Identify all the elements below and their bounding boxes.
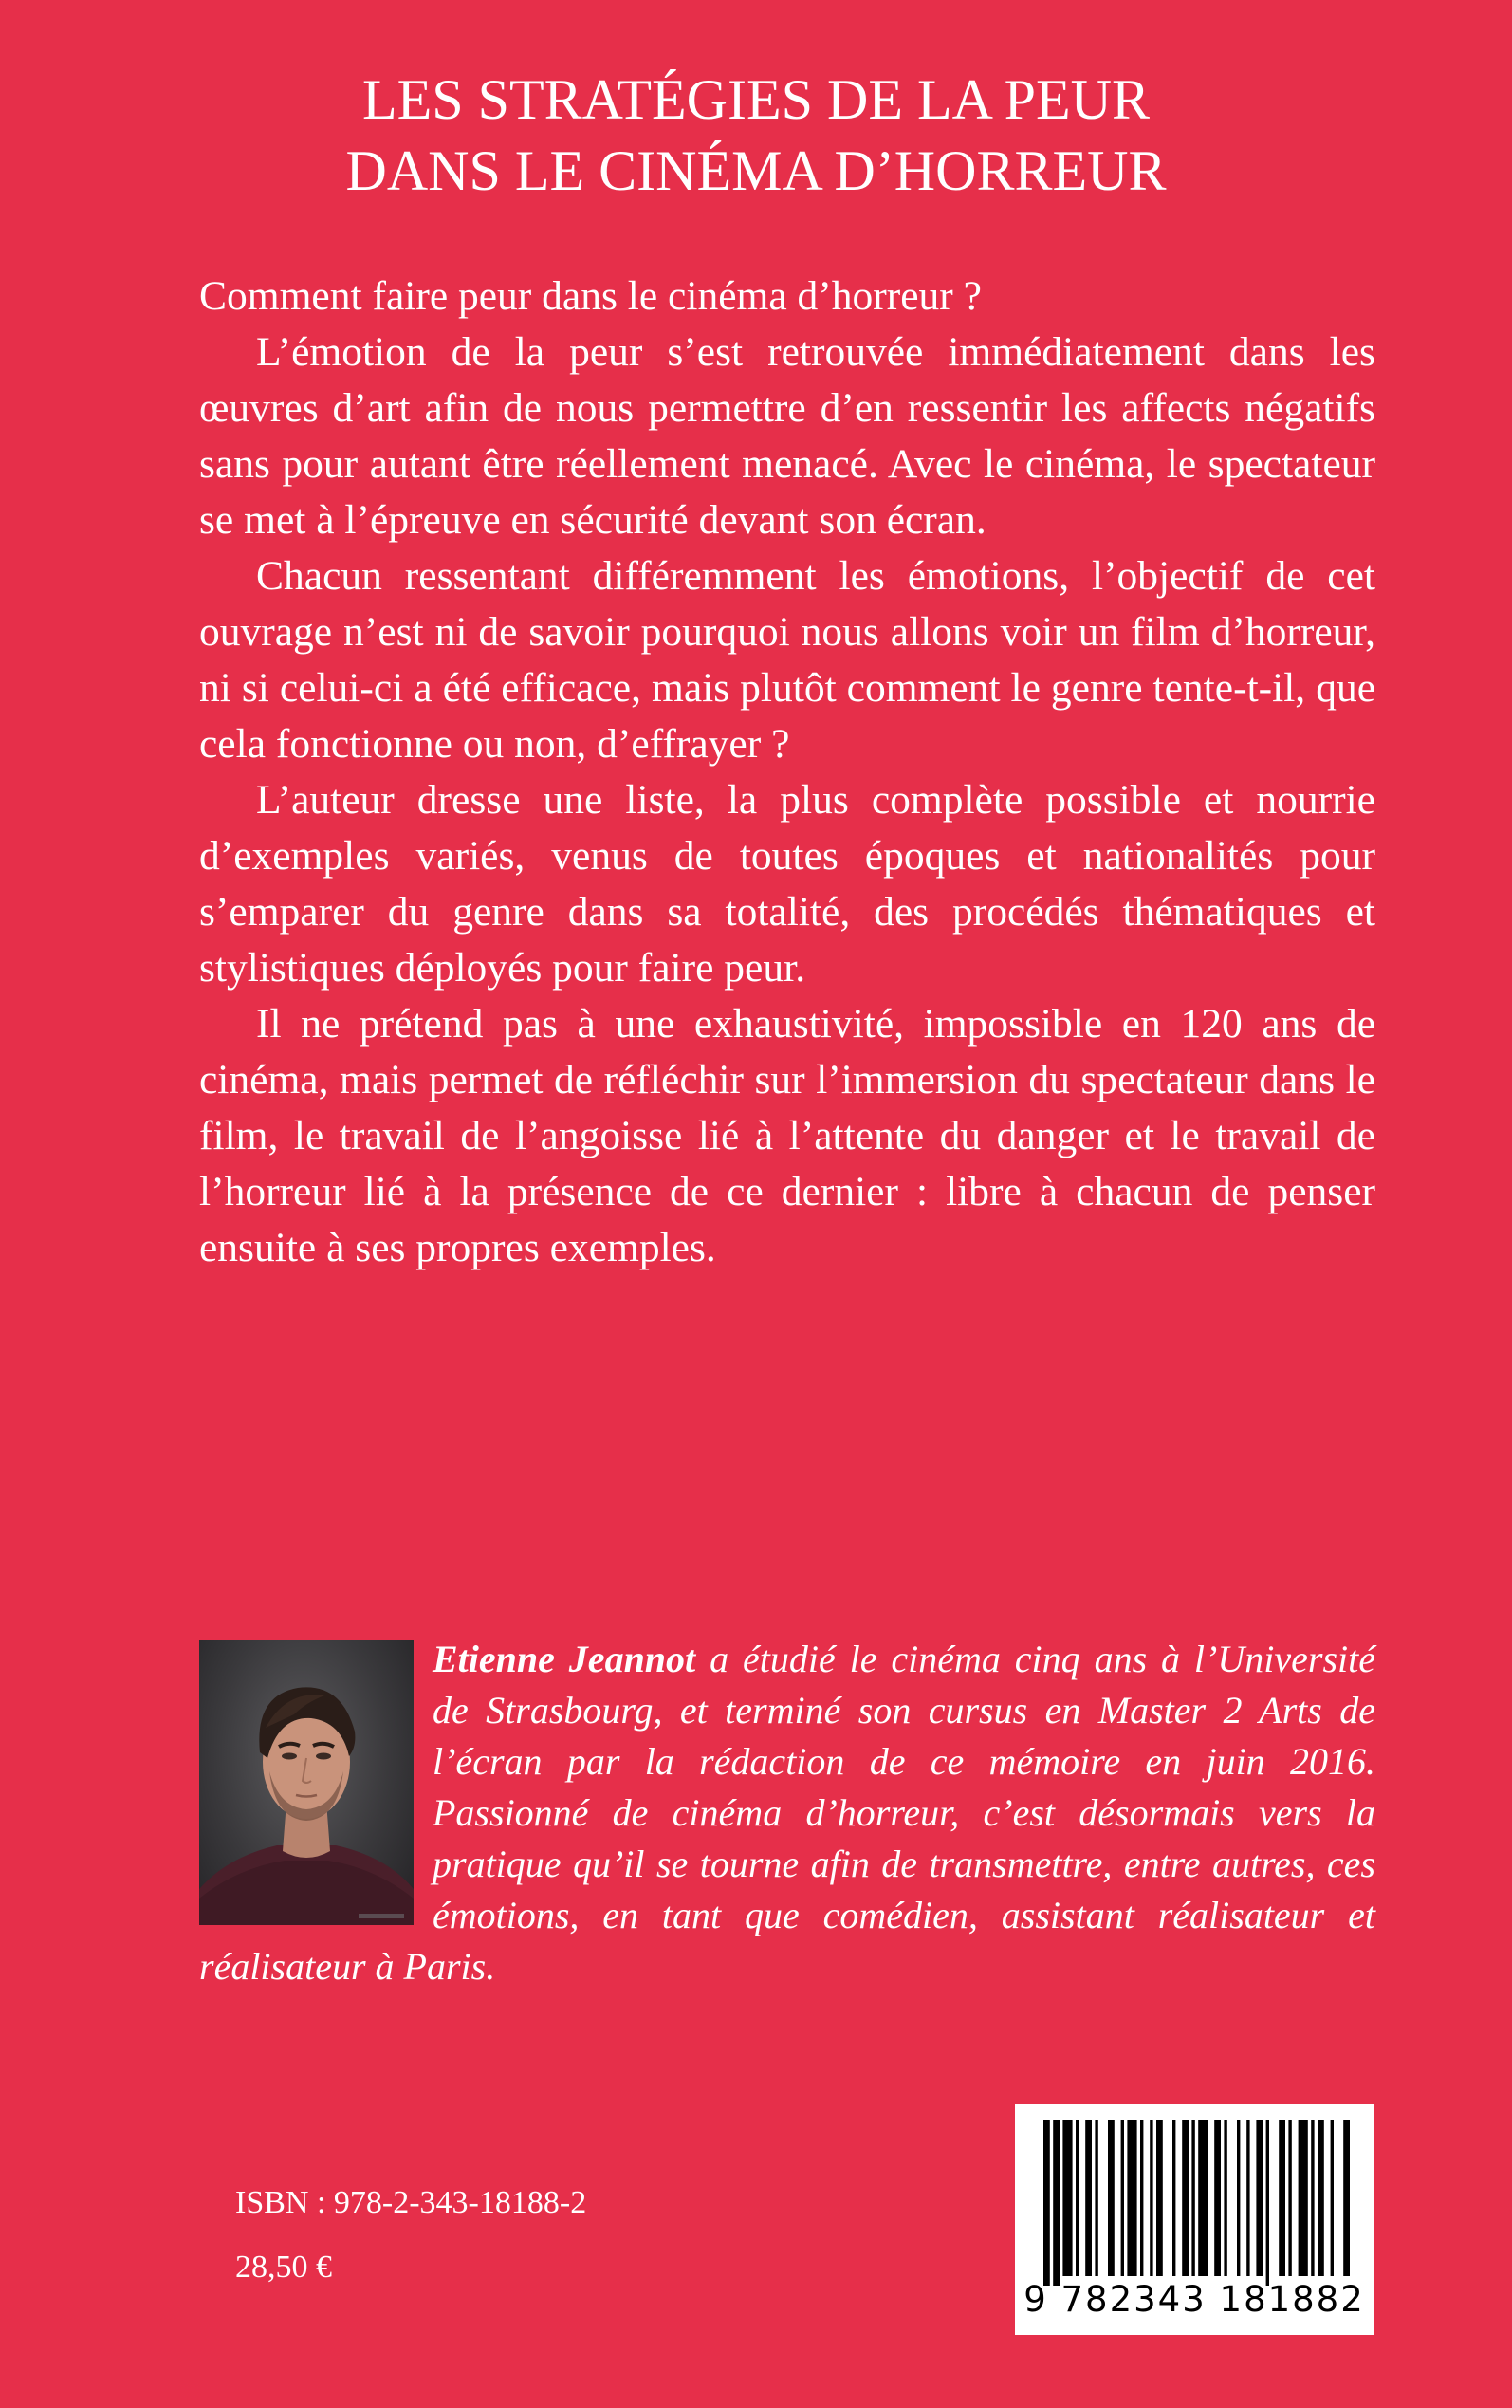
barcode-bar [1127,2120,1136,2276]
isbn: ISBN : 978-2-343-18188-2 [235,2185,587,2220]
barcode-bar [1140,2120,1143,2276]
barcode-bar [1198,2120,1208,2276]
barcode-bar [1237,2120,1240,2276]
barcode-bar [1043,2120,1050,2286]
blurb [199,269,1375,1276]
price: 28,50 € [235,2250,332,2285]
barcode-digits: 9 782343 181882 [1023,2279,1365,2320]
barcode-bar [1191,2120,1194,2276]
barcode-bar [1318,2120,1324,2276]
barcode-bar [1311,2120,1314,2276]
author-bio-text: a étudié le cinéma cinq ans à l’Université de Strasbourg, et terminé son cursus en Master 2 Arts de l’écran par la rédaction de ce mémoire en juin 2016. Passionné de cinéma d’horreur, c’est désormais vers la pratique qu’il se tourne afin de transmettre, entre autres, ces émotions, en tant que comédien, assistant réalisateur et réalisateur à Paris. [199,1638,1375,1988]
barcode-bar [1279,2120,1285,2276]
title-line-1: LES STRATÉGIES DE LA PEUR [361,68,1151,131]
barcode [1015,2104,1374,2335]
barcode-bar [1076,2120,1079,2276]
barcode-bar [1331,2120,1334,2276]
barcode-bar [1095,2120,1097,2276]
barcode-bar [1288,2120,1291,2276]
barcode-bar [1172,2120,1175,2276]
barcode-bar [1156,2120,1163,2276]
title-line-2: DANS LE CINÉMA D’HORREUR [345,139,1167,202]
barcode-bar [1182,2120,1189,2276]
bio-photo-spacer [199,1634,433,1937]
book-title [0,65,1512,207]
barcode-bar [1085,2120,1092,2276]
barcode-bar [1299,2120,1308,2276]
barcode-bar [1343,2120,1350,2276]
blurb-paragraph-4: L’auteur dresse une liste, la plus complète possible et nourrie d’exemples variés, venus de toutes époques et nationalités pour s’emparer du genre dans sa totalité, des procédés thématiques et stylistiques déployés pour faire peur. [199,777,1375,991]
blurb-paragraph-2: L’émotion de la peur s’est retrouvée immédiatement dans les œuvres d’art afin de nous permettre d’en ressentir les affects négatifs sans pour autant être réellement menacé. Avec le cinéma, le spectateur se met à l’épreuve en sécurité devant son écran. [199,329,1375,543]
barcode-bar [1224,2120,1226,2276]
barcode-bar [1121,2120,1124,2276]
barcode-bar [1150,2120,1152,2276]
author-name: Etienne Jeannot [433,1638,696,1680]
barcode-bar [1266,2120,1269,2286]
barcode-bar [1108,2120,1115,2276]
blurb-paragraph-1: Comment faire peur dans le cinéma d’horreur ? [199,273,982,319]
blurb-paragraph-3: Chacun ressentant différemment les émotions, l’objectif de cet ouvrage n’est ni de savoir pourquoi nous allons voir un film d’horreur, ni si celui-ci a été efficace, mais plutôt comment le genre tente-t-il, que cela fonctionne ou non, d’effrayer ? [199,553,1375,767]
blurb-paragraph-5: Il ne prétend pas à une exhaustivité, impossible en 120 ans de cinéma, mais permet de réfléchir sur l’immersion du spectateur dans le film, le travail de l’angoisse lié à l’attente du danger et le travail de l’horreur lié à la présence de ce dernier : libre à chacun de penser ensuite à ses propres exemples. [199,1001,1375,1270]
author-bio [199,1634,1375,1992]
barcode-bar [1062,2120,1072,2276]
barcode-bar [1246,2120,1249,2276]
barcode-bar [1053,2120,1060,2286]
barcode-bar [1256,2120,1263,2276]
barcode-bar [1214,2120,1221,2276]
